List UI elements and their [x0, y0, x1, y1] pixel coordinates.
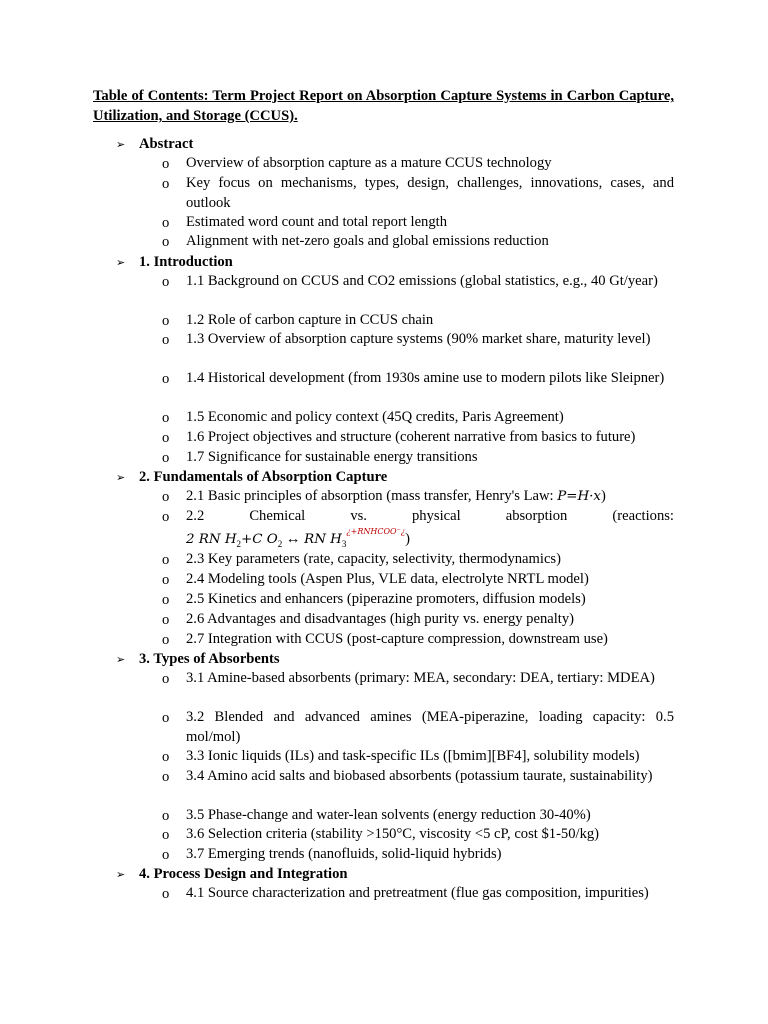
- list-item: 4.1 Source characterization and pretreatment (flue gas composition, impurities): [186, 885, 649, 901]
- list-item: 3.5 Phase-change and water-lean solvents (energy reduction 30-40%): [186, 807, 591, 823]
- reaction-mid: +C O: [241, 532, 278, 547]
- sub-bullet-icon: o: [162, 886, 170, 902]
- list-item: 2.3 Key parameters (rate, capacity, selectivity, thermodynamics): [186, 551, 561, 567]
- list-item: [186, 487, 674, 507]
- list-item: 1.4 Historical development (from 1930s amine use to modern pilots like Sleipner): [186, 370, 665, 386]
- list-item: 3.7 Emerging trends (nanofluids, solid-liquid hybrids): [186, 846, 502, 862]
- reaction-lhs: 2 RN H: [186, 532, 237, 547]
- reaction-rhs: RN H: [304, 532, 342, 547]
- list-item: 1.3 Overview of absorption capture systems (90% market share, maturity level): [186, 331, 651, 347]
- arrow-bullet-icon: ➢: [116, 257, 126, 269]
- list-item: 1.6 Project objectives and structure (coherent narrative from basics to future): [186, 429, 636, 445]
- sub-bullet-icon: o: [162, 592, 170, 608]
- arrow-bullet-icon: ➢: [116, 654, 126, 666]
- sub-bullet-icon: o: [162, 827, 170, 843]
- reaction-arrow: ↔: [285, 531, 301, 547]
- arrow-bullet-icon: ➢: [116, 869, 126, 881]
- list-item: 1.1 Background on CCUS and CO2 emissions (global statistics, e.g., 40 Gt/year): [186, 273, 658, 289]
- subscript: 2: [277, 538, 283, 549]
- sub-bullet-icon: o: [162, 332, 170, 348]
- henry-law-formula: P=H·x: [557, 489, 601, 504]
- section-heading: 3. Types of Absorbents: [139, 651, 280, 667]
- sub-bullet-icon: o: [162, 215, 170, 231]
- sub-bullet-icon: o: [162, 176, 170, 192]
- section-heading: 1. Introduction: [139, 254, 233, 270]
- list-item: 1.7 Significance for sustainable energy transitions: [186, 449, 478, 465]
- document-title: Table of Contents: Term Project Report on Absorption Capture Systems in Carbon Capture, Utilization, and Storage (CCUS).: [93, 88, 674, 124]
- list-item: 2.7 Integration with CCUS (post-capture compression, downstream use): [186, 631, 608, 647]
- sub-bullet-icon: o: [162, 749, 170, 765]
- sub-bullet-icon: o: [162, 430, 170, 446]
- sub-bullet-icon: o: [162, 552, 170, 568]
- list-item: Overview of absorption capture as a mature CCUS technology: [186, 155, 552, 171]
- formula-close: ): [405, 531, 410, 547]
- sub-bullet-icon: o: [162, 572, 170, 588]
- list-item: Alignment with net-zero goals and global emissions reduction: [186, 233, 549, 249]
- sub-bullet-icon: o: [162, 847, 170, 863]
- sub-bullet-icon: o: [162, 710, 170, 726]
- sub-bullet-icon: o: [162, 274, 170, 290]
- sub-bullet-icon: o: [162, 612, 170, 628]
- list-item: 2.5 Kinetics and enhancers (piperazine promoters, diffusion models): [186, 591, 586, 607]
- sub-bullet-icon: o: [162, 371, 170, 387]
- sub-bullet-icon: o: [162, 671, 170, 687]
- sub-bullet-icon: o: [162, 489, 170, 505]
- section-heading: 4. Process Design and Integration: [139, 866, 348, 882]
- list-item: 3.6 Selection criteria (stability >150°C, viscosity <5 cP, cost $1-50/kg): [186, 826, 600, 842]
- sub-bullet-icon: o: [162, 808, 170, 824]
- arrow-bullet-icon: ➢: [116, 139, 126, 151]
- section-heading: 2. Fundamentals of Absorption Capture: [139, 469, 388, 485]
- subscript: 2: [236, 538, 242, 549]
- list-item-text: 2.1 Basic principles of absorption (mass transfer, Henry's Law:: [186, 488, 558, 504]
- list-item: 2.6 Advantages and disadvantages (high purity vs. energy penalty): [186, 611, 574, 627]
- list-item: 3.1 Amine-based absorbents (primary: MEA, secondary: DEA, tertiary: MDEA): [186, 670, 655, 686]
- sub-bullet-icon: o: [162, 632, 170, 648]
- list-item: Key focus on mechanisms, types, design, challenges, innovations, cases, and outlook: [186, 175, 674, 211]
- arrow-bullet-icon: ➢: [116, 472, 126, 484]
- sub-bullet-icon: o: [162, 509, 170, 525]
- list-item: 3.4 Amino acid salts and biobased absorbents (potassium taurate, sustainability): [186, 768, 653, 784]
- list-item: 1.5 Economic and policy context (45Q credits, Paris Agreement): [186, 409, 564, 425]
- section-heading: Abstract: [139, 136, 194, 152]
- list-item: 1.2 Role of carbon capture in CCUS chain: [186, 312, 434, 328]
- subscript: 3: [341, 538, 347, 549]
- reaction-superscript: ¿+RNHCOO⁻¿: [346, 527, 406, 536]
- sub-bullet-icon: o: [162, 313, 170, 329]
- sub-bullet-icon: o: [162, 410, 170, 426]
- list-item: 2.2 Chemical vs. physical absorption (reactions:: [186, 508, 674, 524]
- list-item: 3.3 Ionic liquids (ILs) and task-specific ILs ([bmim][BF4], solubility models): [186, 748, 640, 764]
- formula-close: ): [600, 488, 606, 504]
- list-item: Estimated word count and total report length: [186, 214, 447, 230]
- sub-bullet-icon: o: [162, 156, 170, 172]
- list-item: 2.4 Modeling tools (Aspen Plus, VLE data, electrolyte NRTL model): [186, 571, 589, 587]
- sub-bullet-icon: o: [162, 234, 170, 250]
- sub-bullet-icon: o: [162, 450, 170, 466]
- list-item: 3.2 Blended and advanced amines (MEA-piperazine, loading capacity: 0.5 mol/mol): [186, 709, 674, 745]
- sub-bullet-icon: o: [162, 769, 170, 785]
